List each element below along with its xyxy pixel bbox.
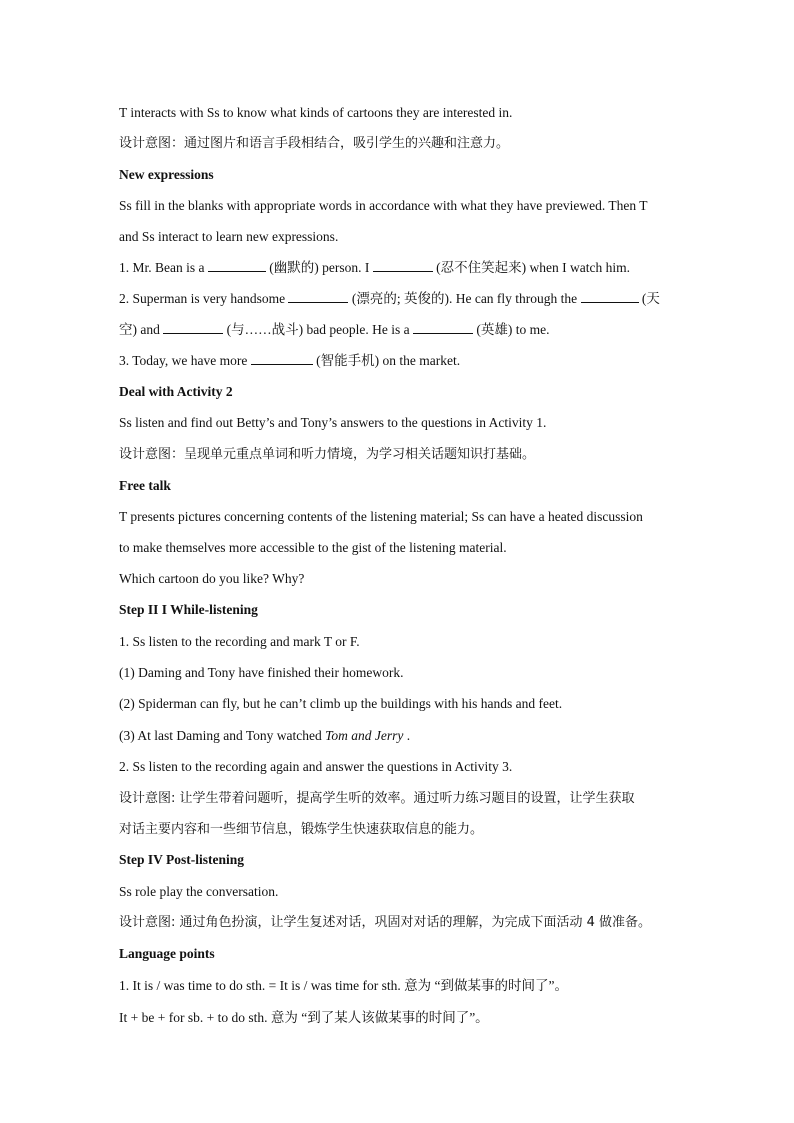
while-listening-task-2: 2. Ss listen to the recording again and answer the questions in Activity 3. xyxy=(119,759,513,774)
design-intent-3-cont: 对话主要内容和一些细节信息，锻炼学生快速获取信息的能力。 xyxy=(119,822,484,837)
heading-free-talk: Free talk xyxy=(119,478,171,493)
design-intent-3: 设计意图: 让学生带着问题听，提高学生听的效率。通过听力练习题目的设置，让学生获取 xyxy=(119,791,635,806)
post-listening-text: Ss role play the conversation. xyxy=(119,884,279,899)
new-expr-text-2: and Ss interact to learn new expressions. xyxy=(119,229,339,244)
tf-item-1: (1) Daming and Tony have finished their homework. xyxy=(119,665,404,680)
expression-3: 3. Today, we have more (智能手机) on the market. xyxy=(119,353,461,368)
while-listening-task-1: 1. Ss listen to the recording and mark T or F. xyxy=(119,634,360,649)
blank-line xyxy=(413,321,473,334)
design-intent-1: 设计意图：通过图片和语言手段相结合，吸引学生的兴趣和注意力。 xyxy=(119,136,510,151)
language-point-2: It + be + for sb. + to do sth. 意为 “到了某人该做某事的时间了”。 xyxy=(119,1010,489,1025)
free-talk-question: Which cartoon do you like? Why? xyxy=(119,571,305,586)
language-point-1: 1. It is / was time to do sth. = It is / was time for sth. 意为 “到做某事的时间了”。 xyxy=(119,978,568,993)
new-expr-text-1: Ss fill in the blanks with appropriate words in accordance with what they have previewed. Then T xyxy=(119,198,648,213)
heading-new-expressions: New expressions xyxy=(119,167,214,182)
expression-2-cont: 空) and (与……战斗) bad people. He is a (英雄) to me. xyxy=(119,322,550,337)
blank-line xyxy=(208,259,266,272)
blank-line xyxy=(288,290,348,303)
heading-language-points: Language points xyxy=(119,946,215,961)
free-talk-text-2: to make themselves more accessible to the gist of the listening material. xyxy=(119,540,507,555)
blank-line xyxy=(251,352,313,365)
intro-text: T interacts with Ss to know what kinds of cartoons they are interested in. xyxy=(119,105,513,120)
heading-deal-activity-2: Deal with Activity 2 xyxy=(119,384,233,399)
expression-1: 1. Mr. Bean is a (幽默的) person. I (忍不住笑起来) when I watch him. xyxy=(119,260,630,275)
blank-line xyxy=(581,290,639,303)
tf-item-3: (3) At last Daming and Tony watched Tom and Jerry . xyxy=(119,728,411,743)
activity-2-text: Ss listen and find out Betty’s and Tony’s answers to the questions in Activity 1. xyxy=(119,415,547,430)
blank-line xyxy=(163,321,223,334)
design-intent-2: 设计意图：呈现单元重点单词和听力情境，为学习相关话题知识打基础。 xyxy=(119,447,536,462)
expression-2: 2. Superman is very handsome (漂亮的; 英俊的). He can fly through the (天 xyxy=(119,291,660,306)
tf-item-2: (2) Spiderman can fly, but he can’t climb up the buildings with his hands and feet. xyxy=(119,696,563,711)
blank-line xyxy=(373,259,433,272)
heading-while-listening: Step II I While-listening xyxy=(119,602,258,617)
heading-post-listening: Step IV Post-listening xyxy=(119,852,245,867)
design-intent-4: 设计意图: 通过角色扮演，让学生复述对话，巩固对对话的理解，为完成下面活动 4 做准备。 xyxy=(119,915,652,930)
free-talk-text-1: T presents pictures concerning contents of the listening material; Ss can have a heated discussion xyxy=(119,509,643,524)
